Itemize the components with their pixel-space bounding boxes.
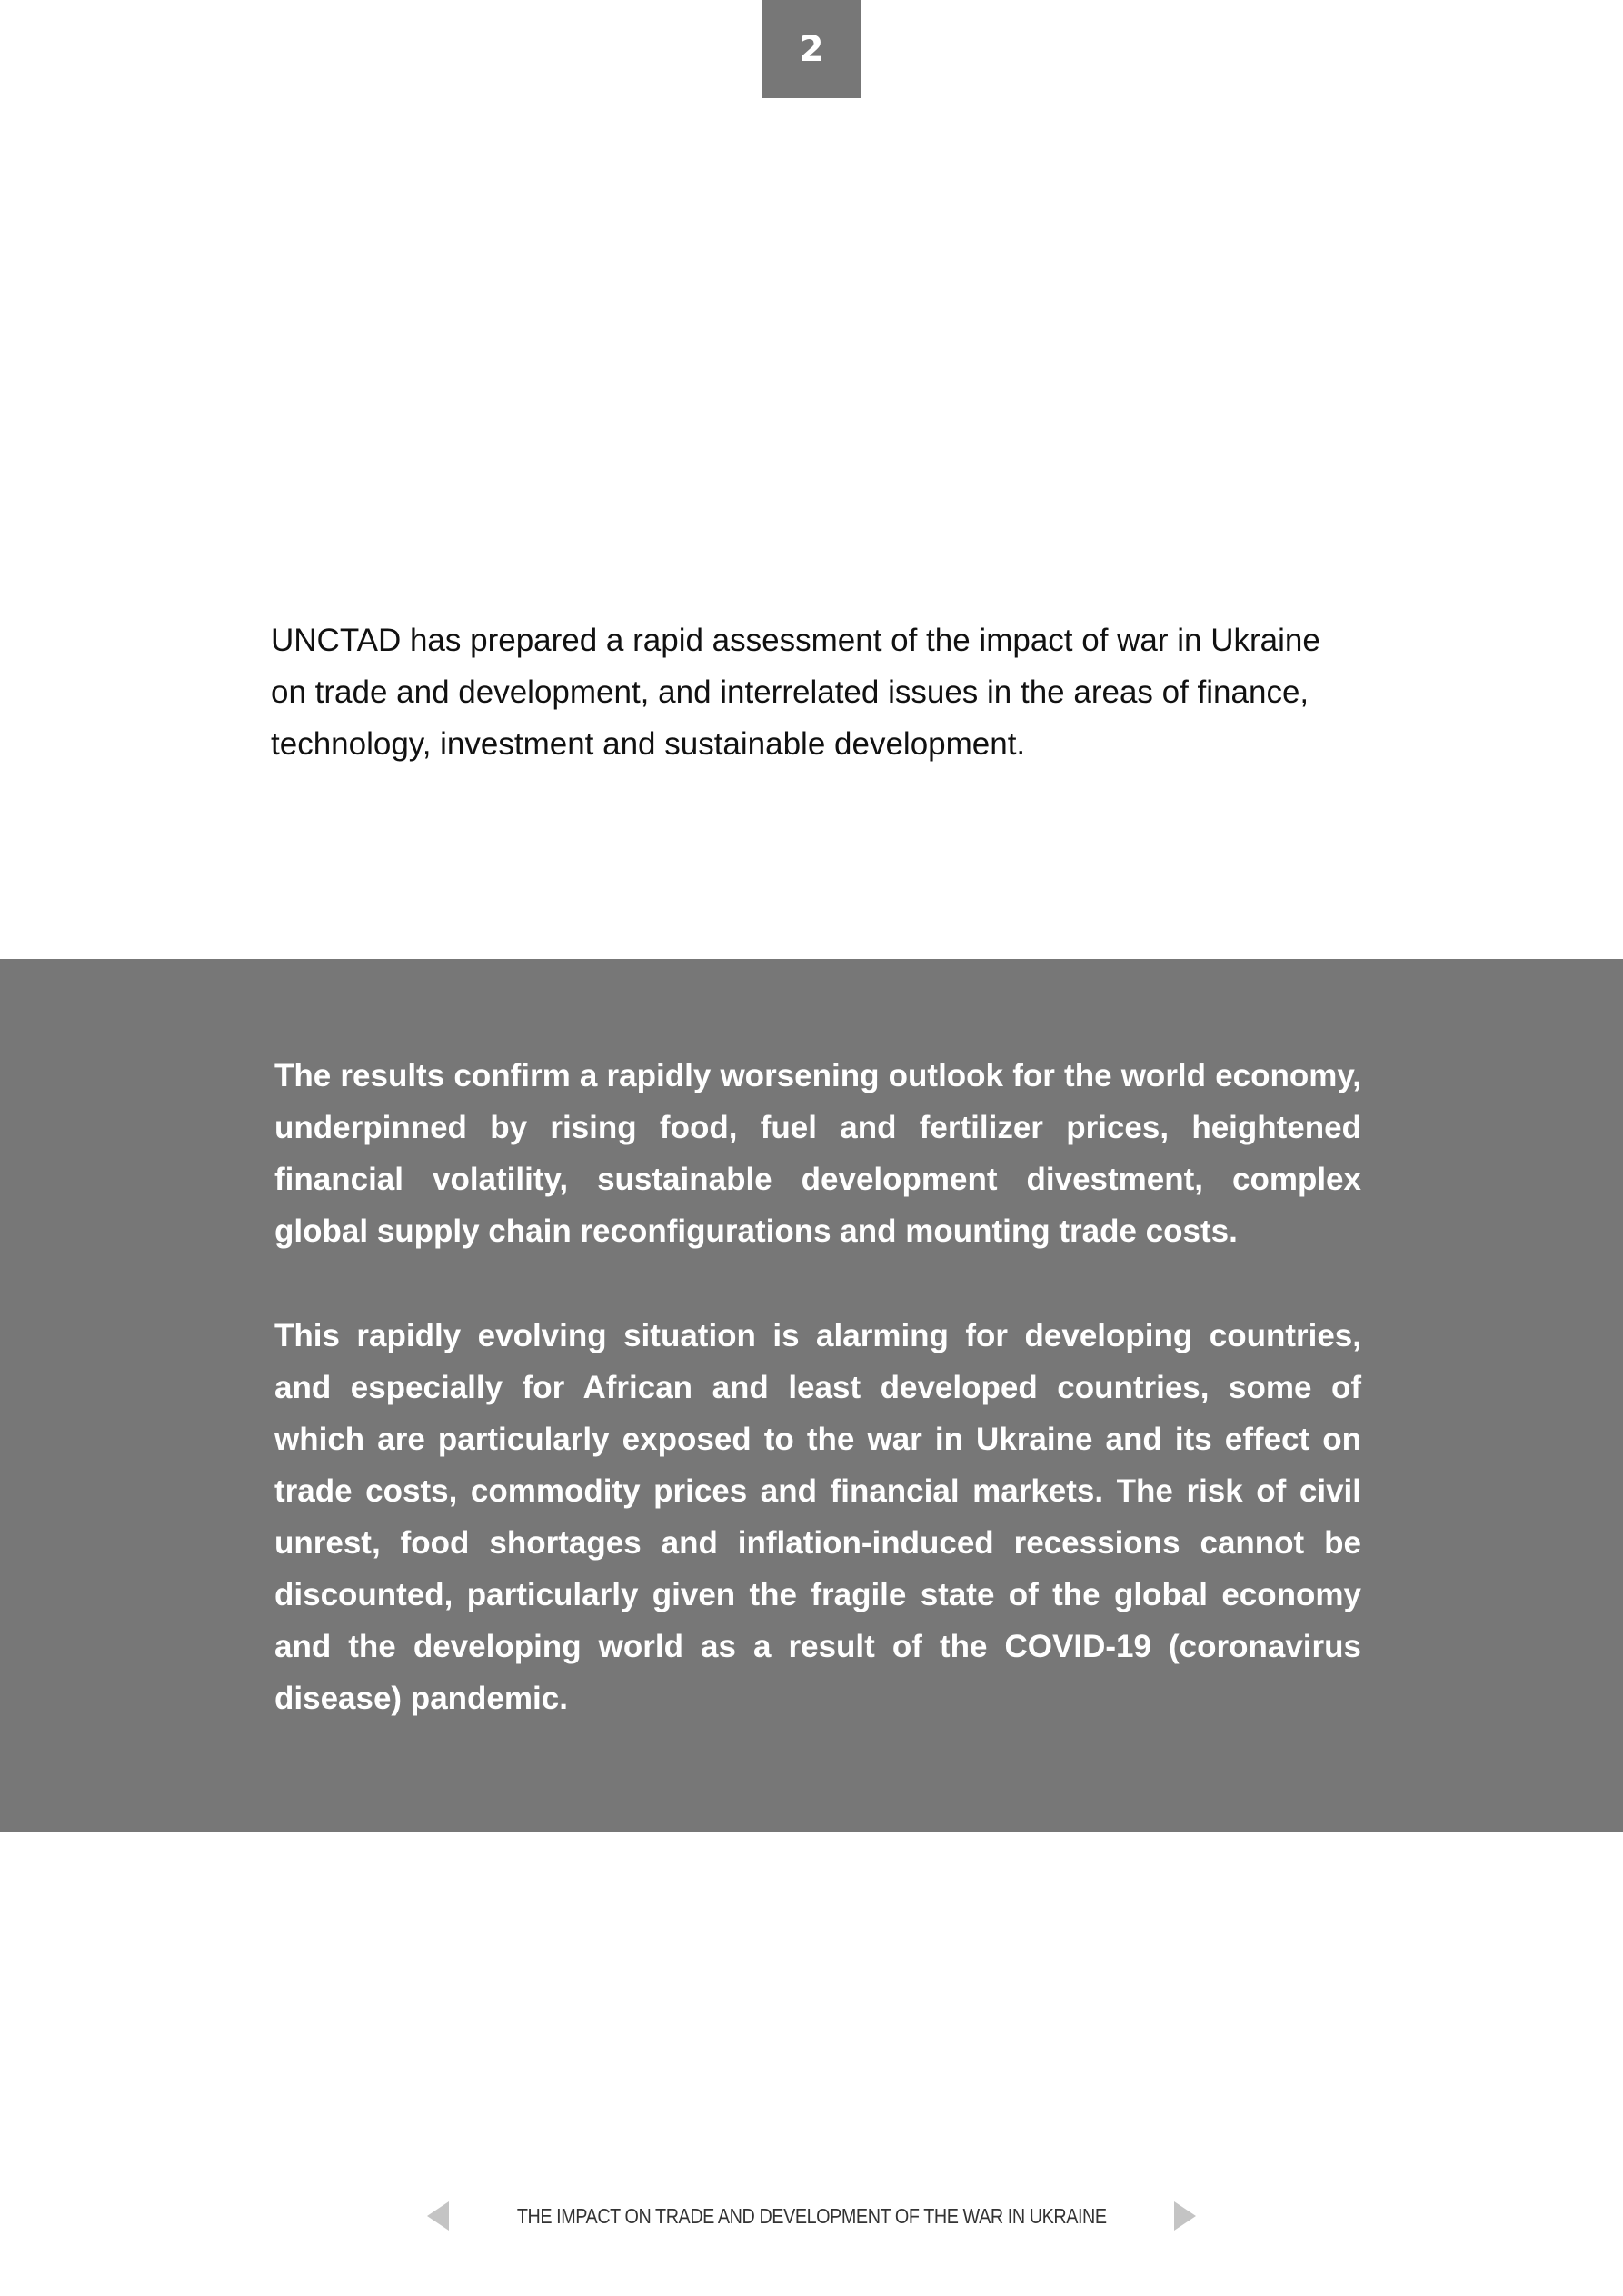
summary-paragraph-2: This rapidly evolving situation is alarming for developing countries, and especially for African and least developed countries, some of which are particularly exposed to the war in Ukraine and its effect on trade costs, commodity prices and financial markets. The risk of civil unrest, food shortages and inflation-induced recessions cannot be discounted, particularly given the fragile state of the global economy and the developing world as a result of the COVID-19 (coronavirus disease) pandemic.: [274, 1318, 1361, 1716]
triangle-right-icon[interactable]: [1174, 2201, 1196, 2231]
footer-navigation: [0, 2193, 1623, 2239]
triangle-left-icon[interactable]: [427, 2201, 449, 2231]
summary-paragraph-1: The results confirm a rapidly worsening outlook for the world economy, underpinned by rising food, fuel and fertilizer prices, heightened financial volatility, sustainable development divestment, complex global supply chain reconfigurations and mounting trade costs.: [274, 1058, 1361, 1249]
footer-title: THE IMPACT ON TRADE AND DEVELOPMENT OF THE WAR IN UKRAINE: [516, 2203, 1107, 2228]
page-number-badge: [762, 0, 861, 98]
page-number: 2: [799, 28, 824, 70]
intro-paragraph: UNCTAD has prepared a rapid assessment of the impact of war in Ukraine on trade and development, and interrelated issues in the areas of finance, technology, investment and sustainable development.: [271, 623, 1320, 762]
